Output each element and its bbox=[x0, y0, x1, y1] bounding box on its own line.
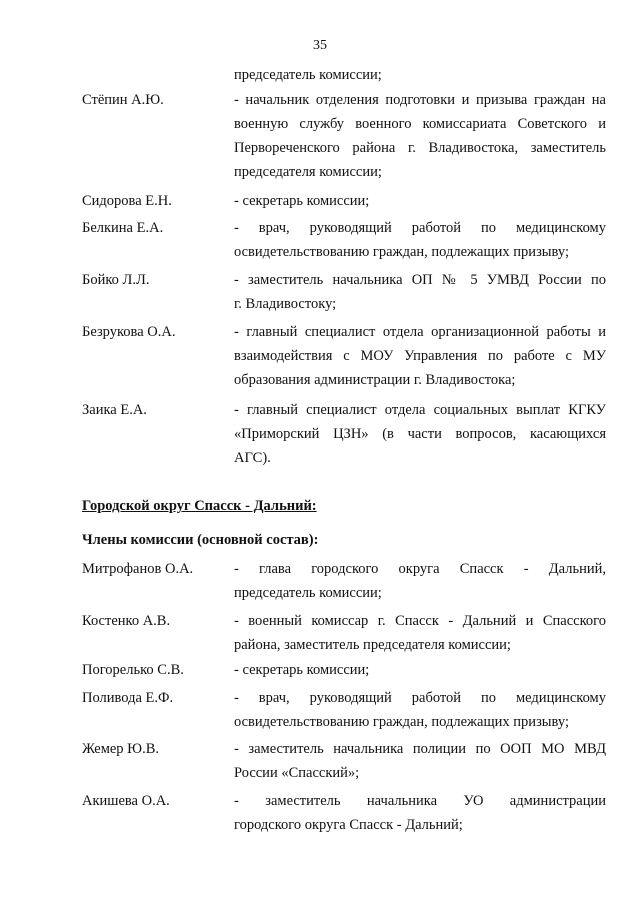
role-line: председателя комиссии; bbox=[234, 164, 382, 180]
continuation-text: председатель комиссии; bbox=[234, 67, 382, 83]
member-name: Заика Е.А. bbox=[82, 402, 147, 418]
role-line: России «Спасский»; bbox=[234, 765, 360, 781]
member-role bbox=[234, 398, 606, 470]
member-name: Бойко Л.Л. bbox=[82, 272, 150, 288]
member-role bbox=[234, 268, 606, 316]
role-line: - главный специалист отдела социальных выплат КГКУ bbox=[234, 402, 606, 418]
member-role bbox=[234, 557, 606, 605]
member-role bbox=[234, 737, 606, 785]
role-line: освидетельствованию граждан, подлежащих призыву; bbox=[234, 714, 569, 730]
role-line: района, заместитель председателя комиссии; bbox=[234, 637, 511, 653]
role-line: - глава городского округа Спасск - Дальний, bbox=[234, 561, 606, 577]
member-role bbox=[234, 216, 606, 264]
role-line: городского округа Спасск - Дальний; bbox=[234, 817, 463, 833]
section-title: Городской округ Спасск - Дальний: bbox=[82, 498, 317, 514]
role-line: - врач, руководящий работой по медицинскому bbox=[234, 690, 606, 706]
member-name: Белкина Е.А. bbox=[82, 220, 164, 236]
member-name: Стёпин А.Ю. bbox=[82, 92, 164, 108]
member-role bbox=[234, 658, 606, 682]
member-role bbox=[234, 686, 606, 734]
role-line: образования администрации г. Владивостока; bbox=[234, 372, 516, 388]
member-role bbox=[234, 609, 606, 657]
role-line: - начальник отделения подготовки и призыва граждан на bbox=[234, 92, 606, 108]
role-line: - врач, руководящий работой по медицинскому bbox=[234, 220, 606, 236]
member-role bbox=[234, 789, 606, 837]
member-name: Костенко А.В. bbox=[82, 613, 171, 629]
role-line: - заместитель начальника УО администрации bbox=[234, 793, 606, 809]
role-line: - заместитель начальника ОП № 5 УМВД России по bbox=[234, 272, 606, 288]
role-line: АГС). bbox=[234, 450, 271, 466]
role-line: освидетельствованию граждан, подлежащих призыву; bbox=[234, 244, 569, 260]
role-line: г. Владивостоку; bbox=[234, 296, 337, 312]
role-line: - военный комиссар г. Спасск - Дальний и Спасского bbox=[234, 613, 606, 629]
role-line: председатель комиссии; bbox=[234, 585, 382, 601]
role-line: военную службу военного комиссариата Советского и bbox=[234, 116, 606, 132]
member-name: Акишева О.А. bbox=[82, 793, 170, 809]
role-line: - главный специалист отдела организационной работы и bbox=[234, 324, 606, 340]
role-line: «Приморский ЦЗН» (в части вопросов, касающихся bbox=[234, 426, 606, 442]
role-line: взаимодействия с МОУ Управления по работе с МУ bbox=[234, 348, 606, 364]
member-role bbox=[234, 320, 606, 392]
role-line: - секретарь комиссии; bbox=[234, 193, 370, 209]
member-name: Безрукова О.А. bbox=[82, 324, 176, 340]
member-name: Погорелько С.В. bbox=[82, 662, 184, 678]
member-name: Поливода Е.Ф. bbox=[82, 690, 174, 706]
member-name: Жемер Ю.В. bbox=[82, 741, 160, 757]
page-number: 35 bbox=[313, 38, 327, 53]
role-line: Первореченского района г. Владивостока, заместитель bbox=[234, 140, 606, 156]
member-name: Митрофанов О.А. bbox=[82, 561, 194, 577]
role-line: - секретарь комиссии; bbox=[234, 662, 370, 678]
member-role bbox=[234, 189, 606, 213]
subsection-title: Члены комиссии (основной состав): bbox=[82, 532, 319, 548]
member-role bbox=[234, 88, 606, 184]
member-name: Сидорова Е.Н. bbox=[82, 193, 172, 209]
role-line: - заместитель начальника полиции по ООП МО МВД bbox=[234, 741, 606, 757]
